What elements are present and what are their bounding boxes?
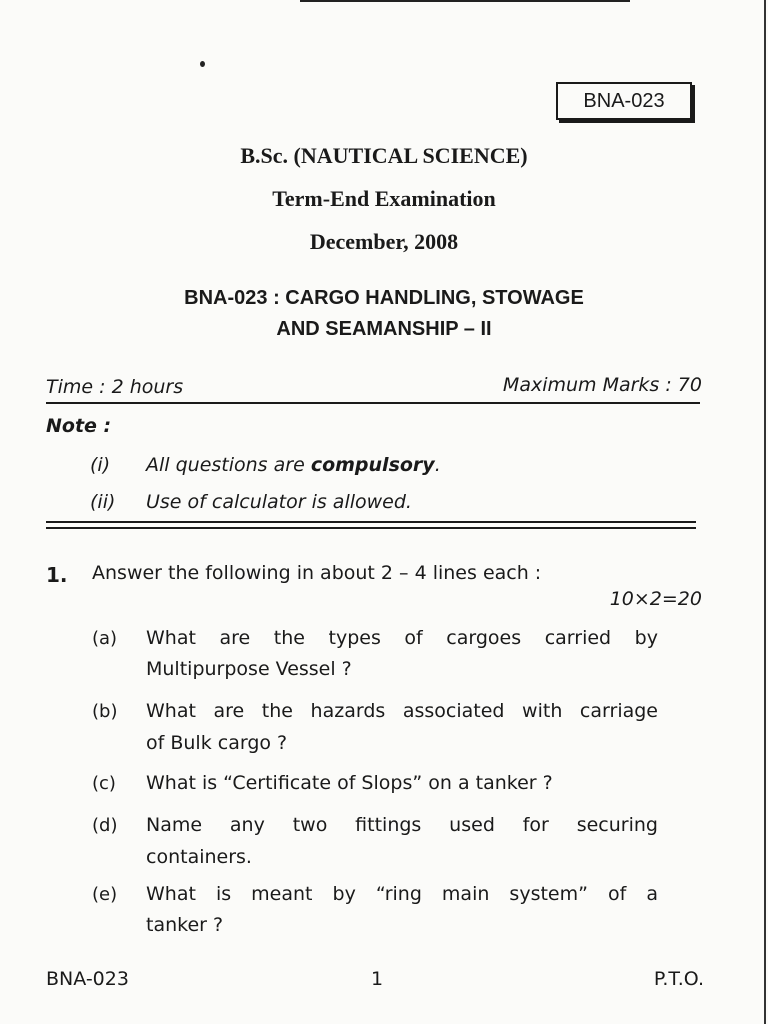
- part-c-label: (c): [92, 773, 116, 794]
- maximum-marks: Maximum Marks : 70: [502, 374, 702, 396]
- note-item-1-bold: compulsory: [310, 454, 435, 476]
- part-d-line2: containers.: [146, 846, 252, 868]
- footer-pto: P.T.O.: [653, 968, 704, 990]
- part-e-line1: What is meant by “ring main system” of a: [146, 883, 658, 905]
- note-item-2-text: Use of calculator is allowed.: [146, 491, 412, 513]
- part-b-line1: What are the hazards associated with carriage: [146, 700, 658, 722]
- part-b-label: (b): [92, 701, 118, 722]
- part-b-line2: of Bulk cargo ?: [146, 732, 288, 754]
- top-edge-rule: [300, 0, 630, 2]
- ink-dot: [200, 61, 205, 67]
- part-a-label: (a): [92, 628, 118, 649]
- question-1-marks: 10×2=20: [609, 588, 702, 610]
- part-e-line2: tanker ?: [146, 914, 224, 936]
- note-divider-upper: [46, 521, 696, 523]
- note-item-2-number: (ii): [90, 491, 116, 513]
- footer-page-number: 1: [371, 968, 384, 990]
- paper-code-box: BNA-023: [556, 82, 692, 120]
- time-allowed: Time : 2 hours: [46, 376, 184, 398]
- exam-title: Term-End Examination: [272, 186, 496, 211]
- question-1-number: 1.: [46, 563, 68, 587]
- part-a-line2: Multipurpose Vessel ?: [146, 658, 352, 680]
- part-a-line1: What are the types of cargoes carried by: [146, 627, 658, 649]
- note-title: Note :: [46, 415, 112, 437]
- note-item-1-text: [146, 454, 441, 476]
- part-e-label: (e): [92, 884, 118, 905]
- question-1-text: Answer the following in about 2 – 4 lines each :: [92, 562, 542, 584]
- course-title-line1: BNA-023 : CARGO HANDLING, STOWAGE: [184, 287, 584, 309]
- part-d-label: (d): [92, 815, 118, 836]
- note-item-1-pre: All questions are: [146, 454, 311, 476]
- part-c-line1: What is “Certificate of Slops” on a tanker ?: [146, 772, 553, 794]
- degree-title: B.Sc. (NAUTICAL SCIENCE): [240, 143, 528, 168]
- footer-paper-code: BNA-023: [46, 968, 129, 990]
- exam-date: December, 2008: [309, 229, 459, 254]
- part-d-line1: Name any two fittings used for securing: [146, 814, 658, 836]
- note-divider-lower: [46, 527, 696, 529]
- note-item-1-post: .: [434, 454, 441, 476]
- meta-divider: [46, 402, 700, 404]
- note-item-1-number: (i): [90, 454, 111, 476]
- course-title-line2: AND SEAMANSHIP – II: [276, 318, 492, 340]
